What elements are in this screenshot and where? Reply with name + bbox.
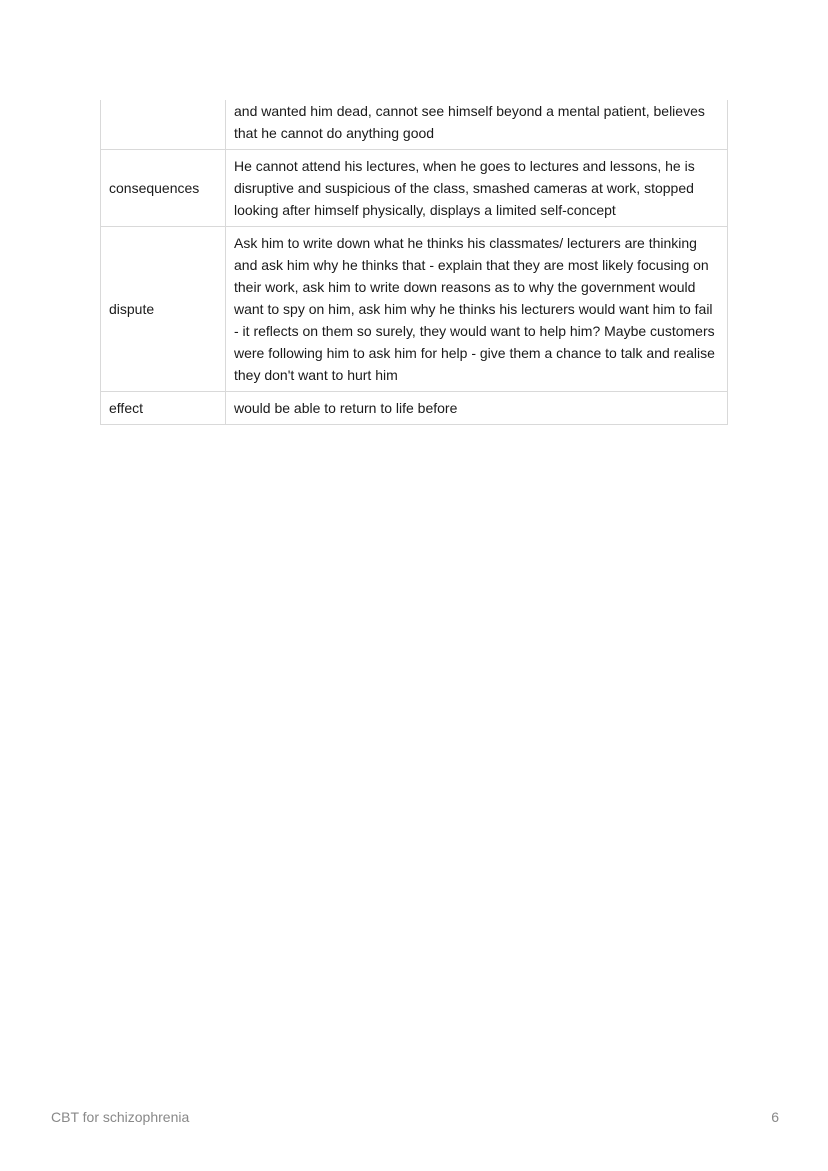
- row-label: [101, 100, 226, 150]
- abcde-table: [100, 100, 728, 425]
- row-content: He cannot attend his lectures, when he goes to lectures and lessons, he is disruptive and suspicious of the class, smashed cameras at work, stopped looking after himself physically, displays a limited self-concept: [226, 150, 728, 227]
- table-row: [101, 392, 728, 425]
- footer-page-number: 6: [771, 1109, 779, 1125]
- row-content: and wanted him dead, cannot see himself beyond a mental patient, believes that he cannot do anything good: [226, 100, 728, 150]
- table-row: [101, 100, 728, 150]
- table-row: [101, 227, 728, 392]
- row-content: would be able to return to life before: [226, 392, 728, 425]
- row-label: consequences: [101, 150, 226, 227]
- footer-document-title: CBT for schizophrenia: [51, 1109, 190, 1125]
- row-content: Ask him to write down what he thinks his classmates/ lecturers are thinking and ask him why he thinks that - explain that they are most likely focusing on their work, ask him to write down reasons as to why the government would want to spy on him, ask him why he thinks his lecturers would want him to fail - it reflects on them so surely, they would want to help him? Maybe customers were following him to ask him for help - give them a chance to talk and realise they don't want to hurt him: [226, 227, 728, 392]
- table-row: [101, 150, 728, 227]
- row-label: dispute: [101, 227, 226, 392]
- row-label: effect: [101, 392, 226, 425]
